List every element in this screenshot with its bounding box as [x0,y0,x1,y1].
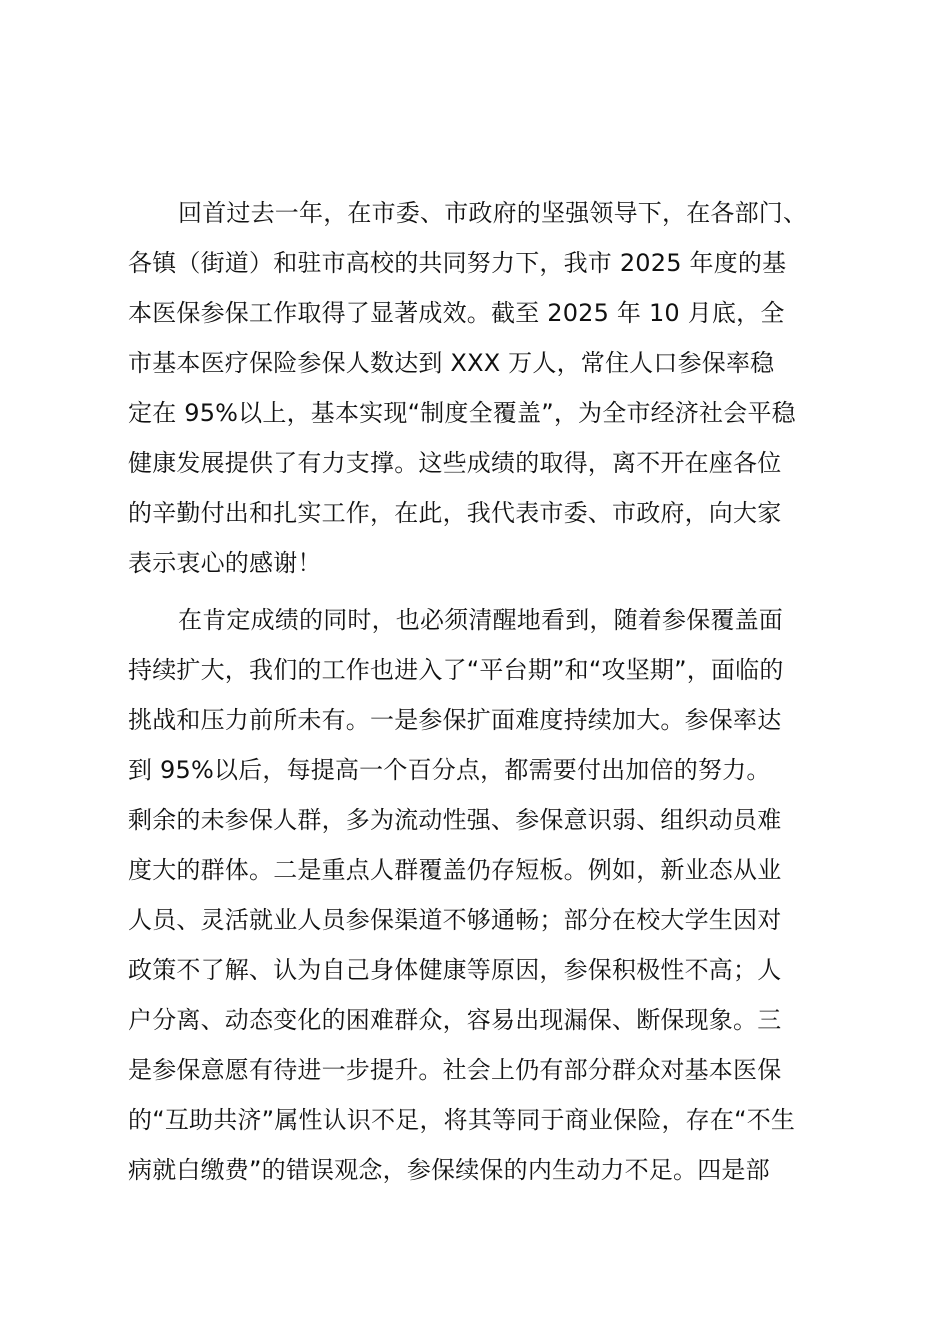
text-line: 各镇（街道）和驻市高校的共同努力下，我市 2025 年度的基 [128,249,787,277]
text-line: 政策不了解、认为自己身体健康等原因，参保积极性不高；人 [128,956,782,984]
text-line: 病就白缴费”的错误观念，参保续保的内生动力不足。四是部 [128,1156,770,1184]
text-line: 剩余的未参保人群，多为流动性强、参保意识弱、组织动员难 [128,806,782,834]
text-line: 是参保意愿有待进一步提升。社会上仍有部分群众对基本医保 [128,1056,782,1084]
paragraph-achievements [128,188,828,588]
text-line: 的辛勤付出和扎实工作，在此，我代表市委、市政府，向大家 [128,499,782,527]
text-line: 挑战和压力前所未有。一是参保扩面难度持续加大。参保率达 [128,706,782,734]
text-line: 表示衷心的感谢！ [128,549,322,577]
text-line: 的“互助共济”属性认识不足，将其等同于商业保险，存在“不生 [128,1106,796,1134]
text-line: 到 95%以后，每提高一个百分点，都需要付出加倍的努力。 [128,756,771,784]
text-line: 人员、灵活就业人员参保渠道不够通畅；部分在校大学生因对 [128,906,782,934]
text-line: 回首过去一年，在市委、市政府的坚强领导下，在各部门、 [178,199,808,227]
text-line: 定在 95%以上，基本实现“制度全覆盖”，为全市经济社会平稳 [128,399,796,427]
text-line: 市基本医疗保险参保人数达到 XXX 万人，常住人口参保率稳 [128,349,775,377]
paragraph-challenges [128,595,828,1195]
text-line: 健康发展提供了有力支撑。这些成绩的取得，离不开在座各位 [128,449,782,477]
text-line: 本医保参保工作取得了显著成效。截至 2025 年 10 月底，全 [128,299,785,327]
text-line: 户分离、动态变化的困难群众，容易出现漏保、断保现象。三 [128,1006,782,1034]
text-line: 度大的群体。二是重点人群覆盖仍存短板。例如，新业态从业 [128,856,782,884]
text-line: 持续扩大，我们的工作也进入了“平台期”和“攻坚期”，面临的 [128,656,784,684]
text-line: 在肯定成绩的同时，也必须清醒地看到，随着参保覆盖面 [178,606,783,634]
